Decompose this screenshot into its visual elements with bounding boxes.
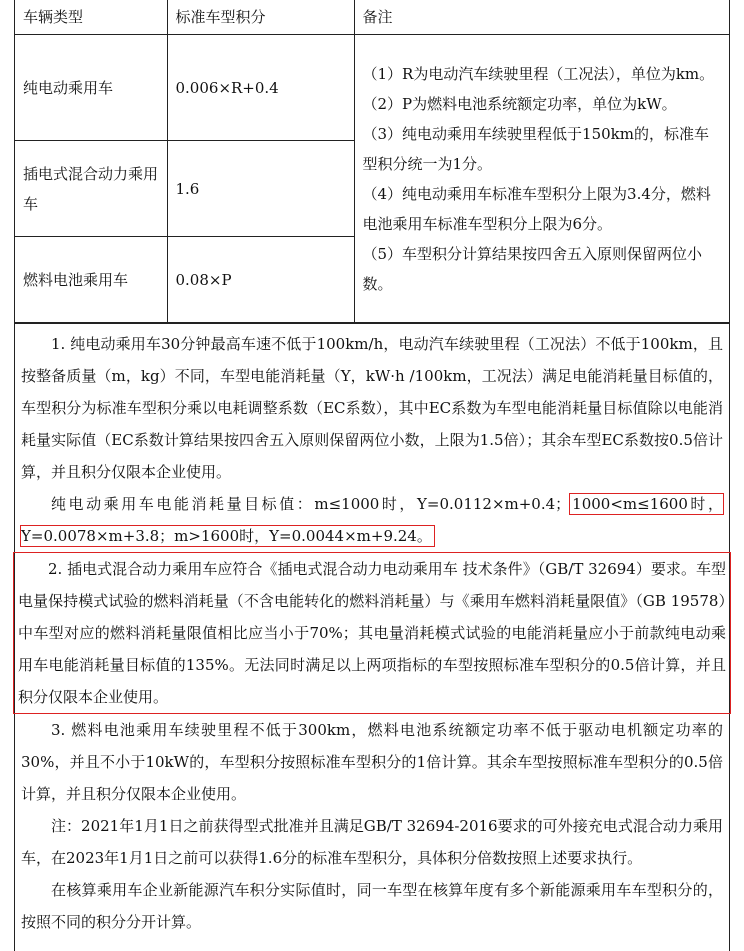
header-vehicle-type: 车辆类型 — [15, 0, 167, 35]
body-text — [15, 323, 729, 938]
table-row — [15, 35, 729, 141]
cell-vehicle-type: 燃料电池乘用车 — [15, 237, 167, 323]
highlighted-paragraph-box — [13, 552, 731, 714]
note-item: （3）纯电动乘用车续驶里程低于150km的，标准车型积分统一为1分。 — [362, 124, 709, 173]
paragraph-4: 在核算乘用车企业新能源汽车积分实际值时，同一车型在核算年度有多个新能源乘用车车型积分的，按照不同的积分分开计算。 — [21, 881, 723, 931]
cell-vehicle-type: 插电式混合动力乘用车 — [15, 141, 167, 237]
table-header-row — [15, 0, 729, 35]
paragraph-1: 1. 纯电动乘用车30分钟最高车速不低于100km/h，电动汽车续驶里程（工况法）不低于100km，且按整备质量（m，kg）不同，车型电能消耗量（Y，kW·h /100km，工况法）满足电能消耗量目标值的，车型积分为标准车型积分乘以电耗调整系数（EC系数），其中EC系数为车型电能消耗量目标值除以电能消耗量实际值（EC系数计算结果按四舍五入原则保留两位小数，上限为1.5倍）；其余车型EC系数按0.5倍计算，并且积分仅限本企业使用。 — [21, 335, 723, 481]
cell-score: 0.006×R+0.4 — [167, 35, 354, 141]
note-item: （1）R为电动汽车续驶里程（工况法），单位为km。 — [362, 64, 715, 83]
header-standard-score: 标准车型积分 — [167, 0, 354, 35]
cell-notes — [354, 35, 729, 323]
document-page — [14, 0, 730, 951]
standard-score-table — [15, 0, 729, 323]
note-item: （2）P为燃料电池系统额定功率，单位为kW。 — [362, 94, 677, 113]
paragraph-3: 3. 燃料电池乘用车续驶里程不低于300km，燃料电池系统额定功率不低于驱动电机额定功率的30%，并且不小于10kW的，车型积分按照标准车型积分的1倍计算。其余车型按照标准车型积分的0.5倍计算，并且积分仅限本企业使用。 — [21, 721, 723, 803]
paragraph-1-target-values — [15, 488, 729, 552]
cell-score: 1.6 — [167, 141, 354, 237]
paragraph-2: 2. 插电式混合动力乘用车应符合《插电式混合动力电动乘用车 技术条件》（GB/T 32694）要求。车型电量保持模式试验的燃料消耗量（不含电能转化的燃料消耗量）与《乘用车燃料消耗量限值》（GB 19578）中车型对应的燃料消耗量限值相比应当小于70%；其电量消耗模式试验的电能消耗量应小于前款纯电动乘用车电能消耗量目标值的135%。无法同时满足以上两项指标的车型按照标准车型积分的0.5倍计算，并且积分仅限本企业使用。 — [18, 560, 726, 706]
highlighted-formula: 1000<m≤1600时，Y=0.0078×m+3.8；m>1600时，Y=0.0044×m+9.24。 — [21, 495, 723, 545]
note-item: （5）车型积分计算结果按四舍五入原则保留两位小数。 — [362, 244, 703, 293]
target-values-text: 纯电动乘用车电能消耗量目标值：m≤1000时，Y=0.0112×m+0.4； — [51, 495, 571, 513]
cell-score: 0.08×P — [167, 237, 354, 323]
cell-vehicle-type: 纯电动乘用车 — [15, 35, 167, 141]
paragraph-note: 注：2021年1月1日之前获得型式批准并且满足GB/T 32694-2016要求的可外接充电式混合动力乘用车，在2023年1月1日之前可以获得1.6分的标准车型积分，具体积分倍数按照上述要求执行。 — [21, 817, 723, 867]
note-item: （4）纯电动乘用车标准车型积分上限为3.4分，燃料电池乘用车标准车型积分上限为6分。 — [362, 184, 711, 233]
header-notes: 备注 — [354, 0, 729, 35]
